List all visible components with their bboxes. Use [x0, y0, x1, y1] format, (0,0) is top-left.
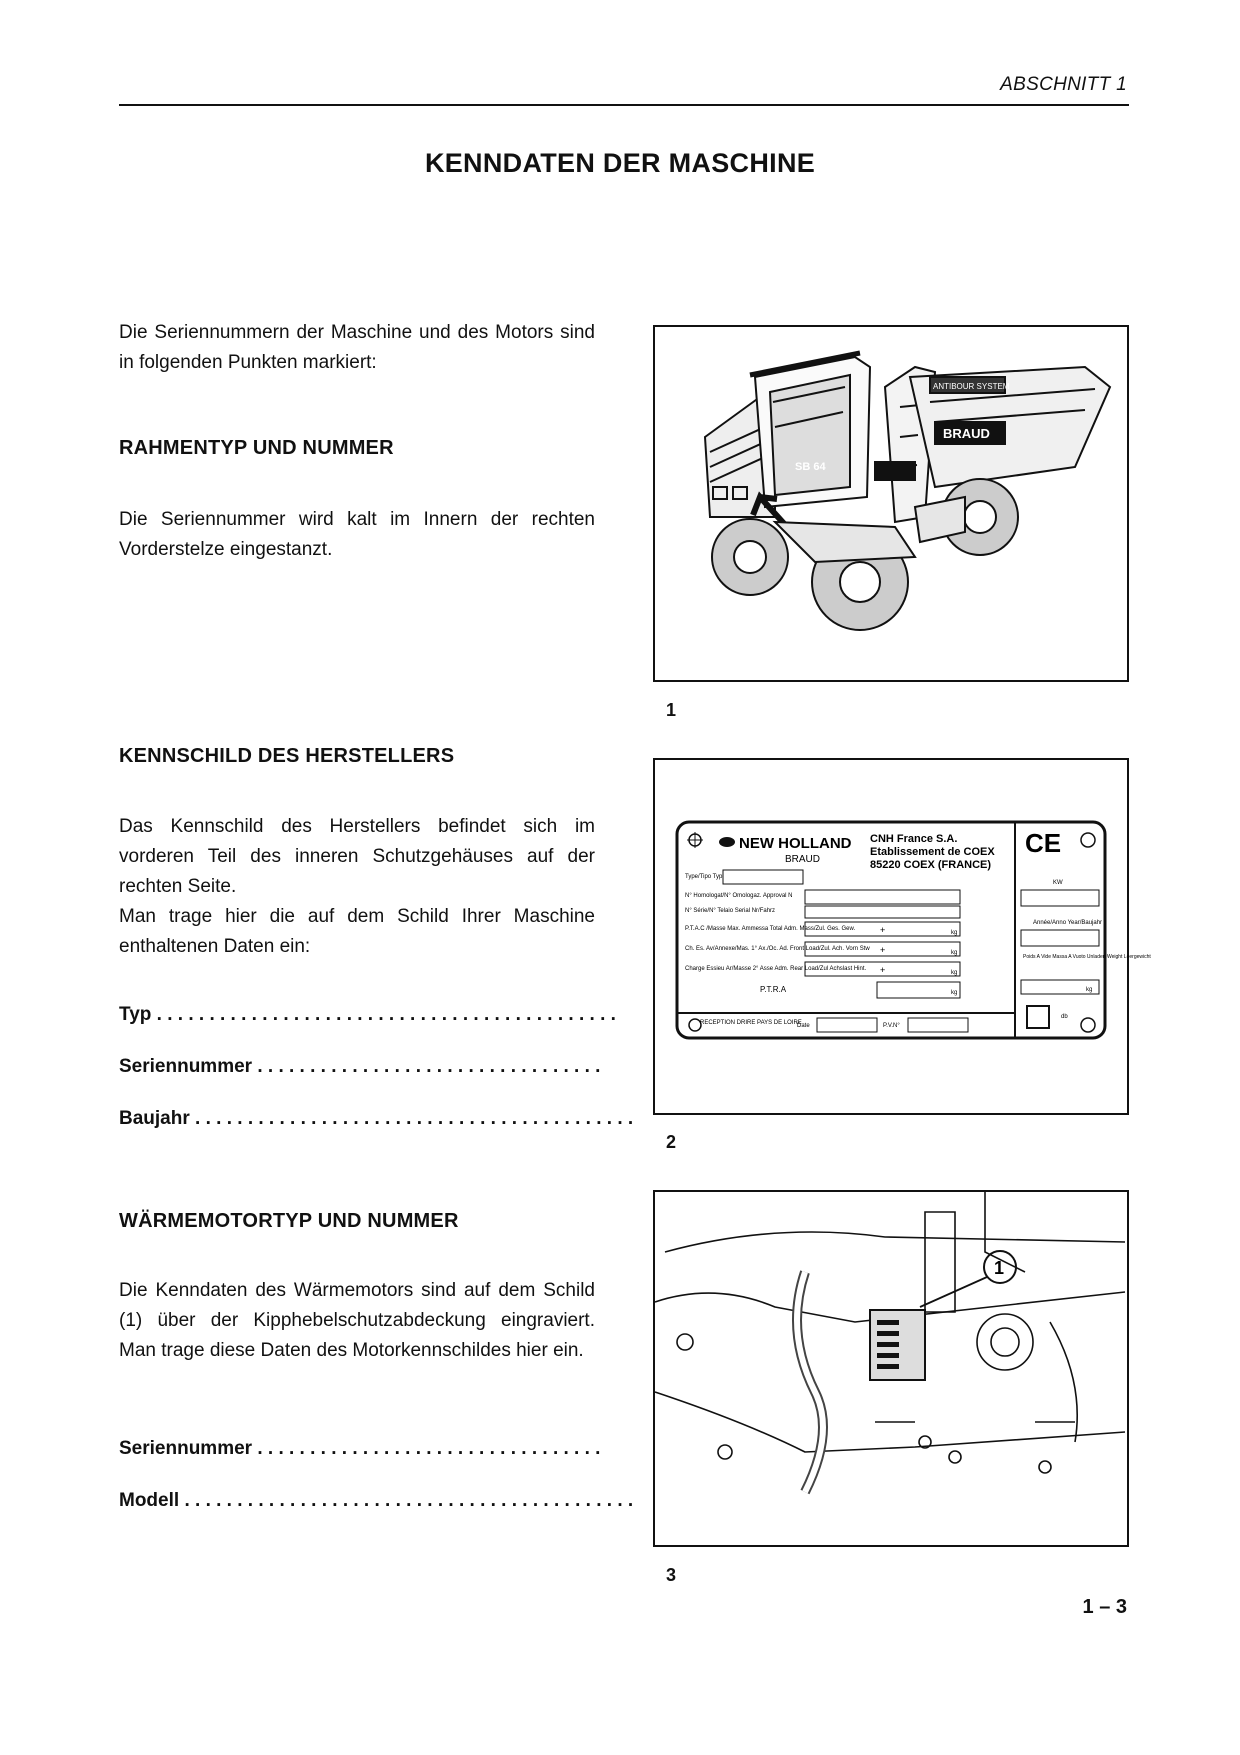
right-label-unladen: Poids A Vide Massa A Vuoto Unladen Weight Leergewicht — [1023, 954, 1151, 960]
unit-kg-4: kg — [951, 990, 958, 996]
unit-kg-1: kg — [951, 930, 958, 936]
right-label-kw: KW — [1053, 880, 1063, 886]
ce-mark: CE — [1025, 828, 1062, 858]
field-label: Seriennummer — [119, 1056, 253, 1077]
plate-paragraph — [119, 812, 595, 962]
model-badge: SB 64 — [795, 461, 826, 473]
figure-1-number: 1 — [666, 700, 677, 720]
row-label-approval: N° Homologat/N° Omologaz. Approval N — [685, 893, 793, 899]
callout-number: 1 — [994, 1258, 1005, 1278]
row-label-ptac: P.T.A.C /Masse Max. Ammessa Total Adm. Mass/Zul. Ges. Gew. — [685, 926, 856, 932]
section-label: ABSCHNITT 1 — [1000, 74, 1127, 95]
field-engine-seriennummer[interactable]: Seriennummer . . . . . . . . . . . . . . . . . . . . . . . . . . . . . . . . . — [119, 1438, 601, 1459]
engine-illustration — [655, 1192, 1127, 1545]
date-label: Date — [797, 1023, 810, 1029]
row-label-rear-axle: Charge Essieu Ar/Masse 2° Asse Adm. Rear Load/Zul Achslast Hint. — [685, 966, 867, 972]
figure-1-harvester — [653, 325, 1129, 682]
intro-text: Die Seriennummern der Maschine und des Motors sind in folgenden Punkten markiert: — [119, 322, 595, 373]
reception-label: RECEPTION DRIRE PAYS DE LOIRE — [700, 1020, 802, 1026]
row-label-type: Type/Tipo Typ — [685, 874, 723, 880]
field-modell[interactable]: Modell . . . . . . . . . . . . . . . . . . . . . . . . . . . . . . . . . . . . . . . . . . . — [119, 1490, 634, 1511]
row-label-ptra: P.T.R.A — [760, 985, 787, 994]
figure-2-number: 2 — [666, 1132, 677, 1152]
pvn-label: P.V.N° — [883, 1023, 900, 1029]
company-line-1: CNH France S.A. — [870, 833, 958, 845]
engine-heading: WÄRMEMOTORTYP UND NUMMER — [119, 1210, 459, 1232]
right-label-year: Année/Anno Year/Baujahr — [1033, 920, 1103, 926]
frame-heading: RAHMENTYP UND NUMMER — [119, 437, 394, 459]
header-rule — [119, 104, 1129, 106]
nameplate-sublogo: BRAUD — [785, 854, 821, 865]
bin-badge: ANTIBOUR SYSTEM — [933, 382, 1010, 391]
unit-kg-2: kg — [951, 950, 958, 956]
field-label: Baujahr — [119, 1108, 190, 1129]
engine-paragraph — [119, 1276, 595, 1366]
page-number: 1 – 3 — [1082, 1596, 1127, 1618]
frame-paragraph — [119, 505, 595, 565]
figure-3-number: 3 — [666, 1565, 677, 1585]
row-label-front-axle: Ch. Es. Av/Annexe/Mas. 1° Ax./Oc. Ad. Front Load/Zul. Ach. Vorn Stw — [685, 946, 870, 952]
company-line-3: 85220 COEX (FRANCE) — [870, 859, 992, 871]
plus-sign-1: + — [880, 925, 886, 935]
harvester-illustration — [655, 327, 1127, 680]
unit-kg-3: kg — [951, 970, 958, 976]
page-title: KENNDATEN DER MASCHINE — [424, 148, 816, 178]
field-typ[interactable]: Typ . . . . . . . . . . . . . . . . . . . . . . . . . . . . . . . . . . . . . . . . . . . . — [119, 1004, 616, 1025]
plus-sign-3: + — [880, 965, 886, 975]
db-label: db — [1061, 1014, 1068, 1020]
frame-text: Die Seriennummer wird kalt im Innern der rechten Vorderstelze eingestanzt. — [119, 509, 595, 560]
plate-text-1: Das Kennschild des Herstellers befindet sich im vorderen Teil des inneren Schutzgehäuses auf der rechten Seite. — [119, 816, 595, 897]
company-line-2: Etablissement de COEX — [870, 846, 995, 858]
plate-heading: KENNSCHILD DES HERSTELLERS — [119, 745, 455, 767]
nameplate-logo: NEW HOLLAND — [739, 835, 852, 852]
row-label-serial: N° Série/N° Telaio Serial Nr/Fahrz — [685, 908, 776, 914]
nameplate-illustration — [655, 760, 1151, 1113]
field-label: Typ — [119, 1004, 152, 1025]
unit-kg-5: kg — [1086, 987, 1093, 993]
field-label: Modell — [119, 1490, 180, 1511]
field-label: Seriennummer — [119, 1438, 253, 1459]
engine-text: Die Kenndaten des Wärmemotors sind auf dem Schild (1) über der Kipphebelschutzabdeckung eingraviert. Man trage diese Daten des Motorkennschildes hier ein. — [119, 1280, 595, 1361]
brand-badge: BRAUD — [943, 426, 990, 441]
figure-3-engine — [653, 1190, 1129, 1547]
field-seriennummer[interactable]: Seriennummer . . . . . . . . . . . . . . . . . . . . . . . . . . . . . . . . . — [119, 1056, 601, 1077]
figure-2-nameplate — [653, 758, 1151, 1115]
plus-sign-2: + — [880, 945, 886, 955]
field-baujahr[interactable]: Baujahr . . . . . . . . . . . . . . . . . . . . . . . . . . . . . . . . . . . . . . . . . . — [119, 1108, 634, 1129]
plate-text-2: Man trage hier die auf dem Schild Ihrer Maschine enthaltenen Daten ein: — [119, 906, 595, 957]
intro-paragraph — [119, 318, 595, 378]
